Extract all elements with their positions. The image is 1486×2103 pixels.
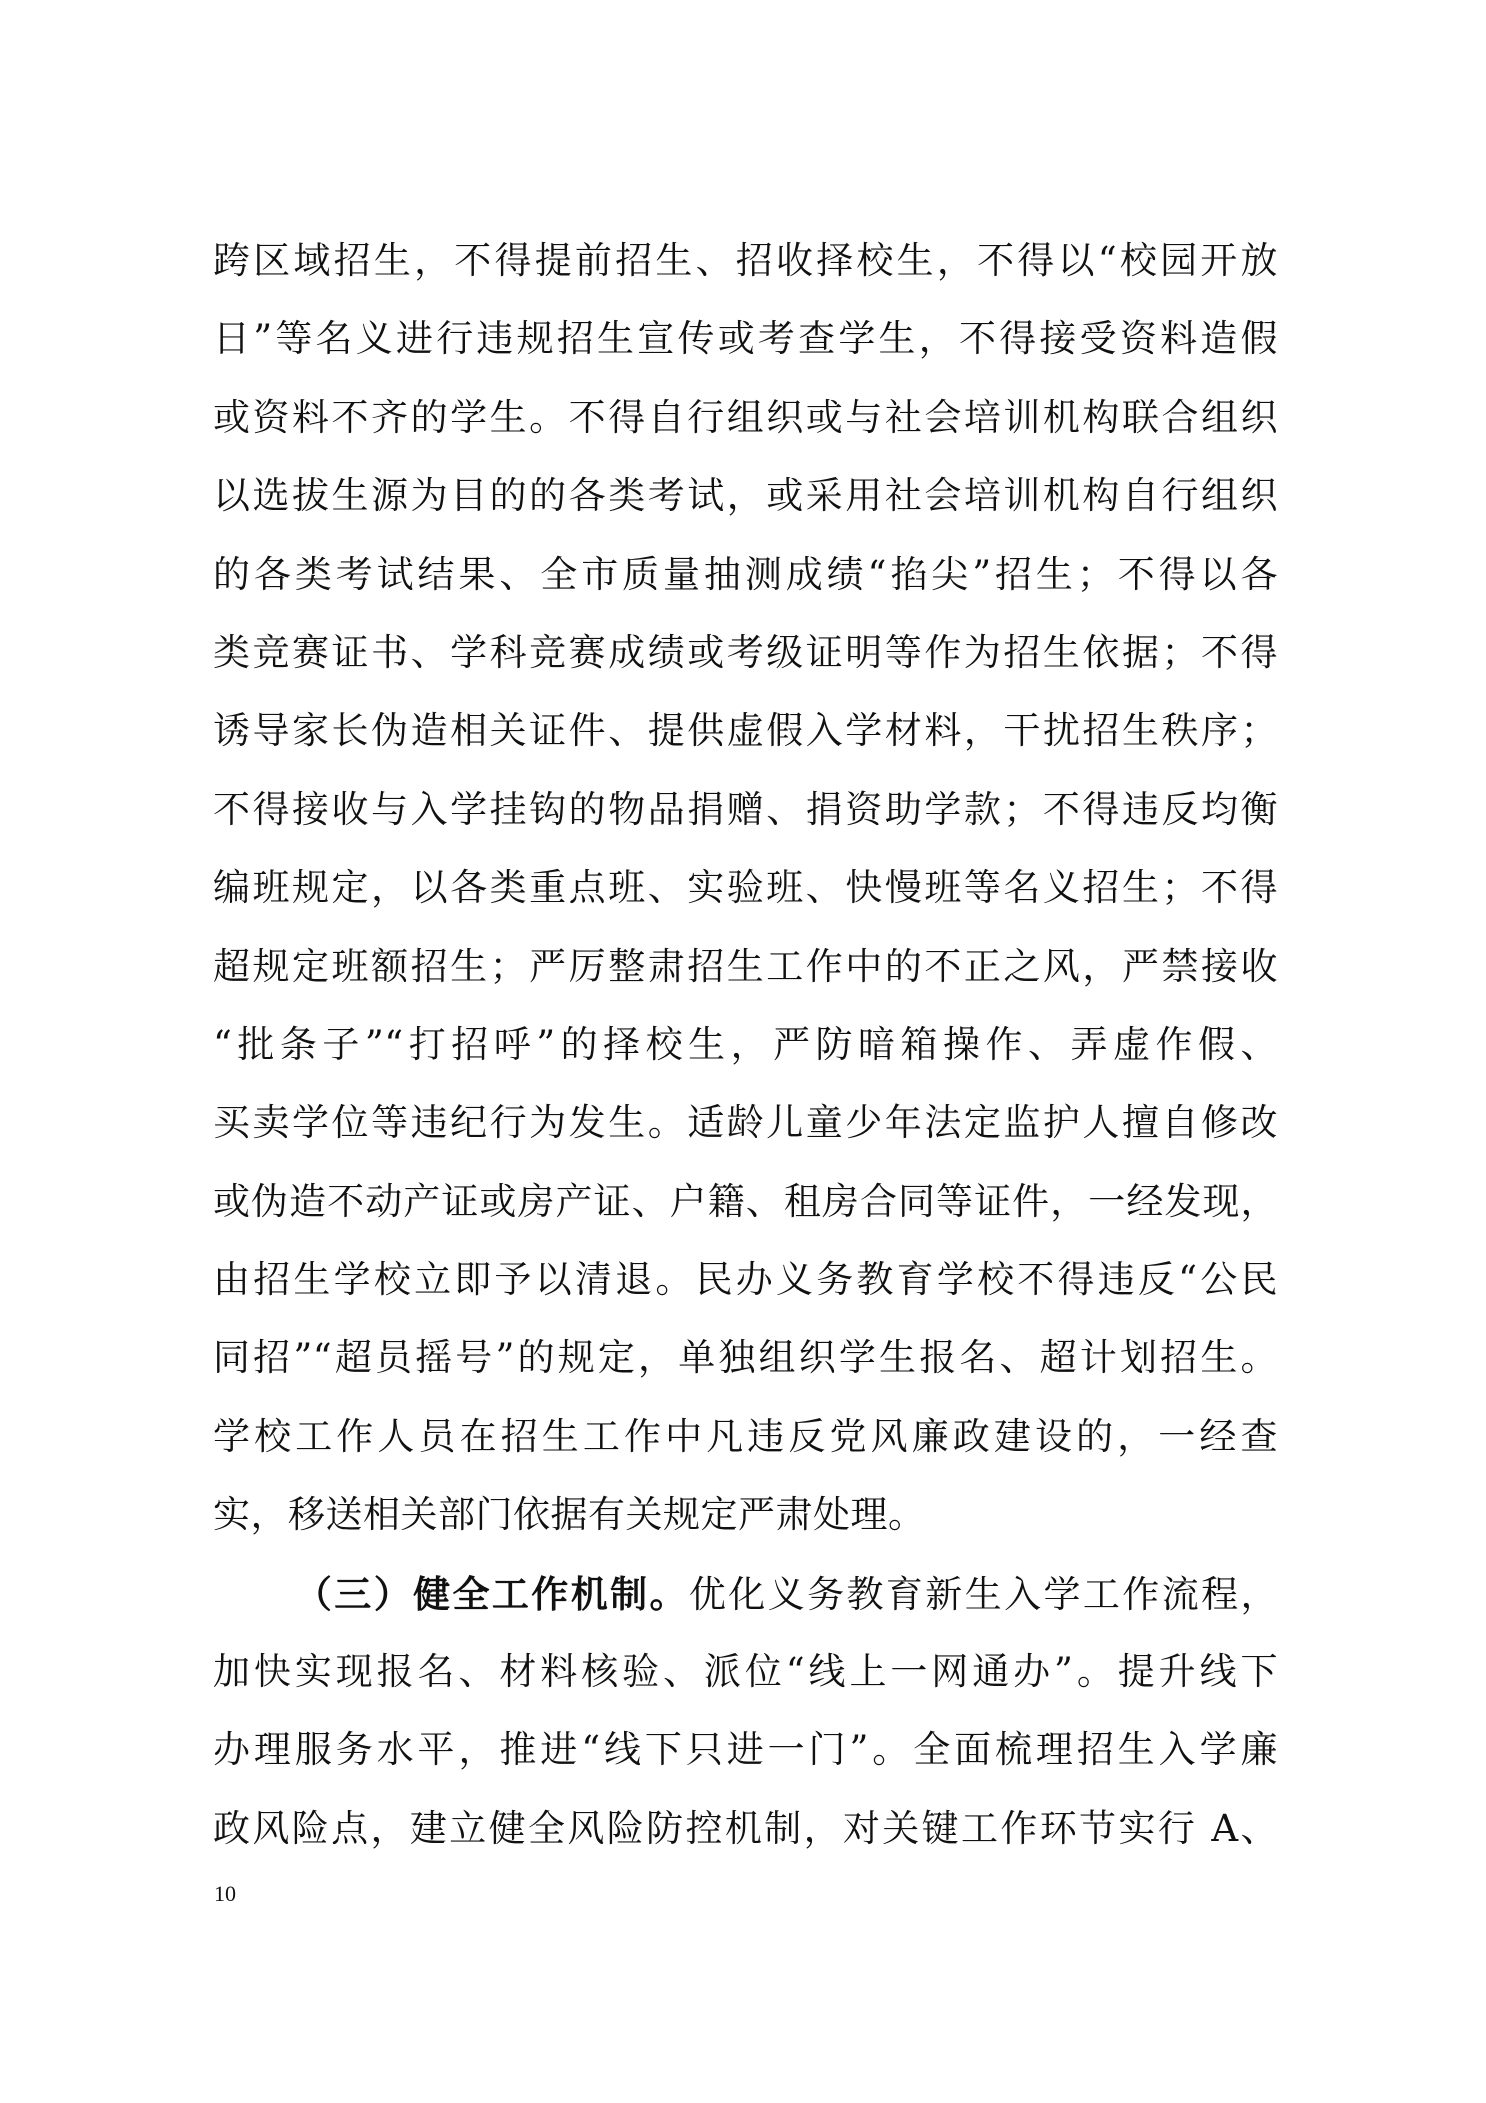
section-heading: （三）健全工作机制。: [293, 1571, 689, 1616]
text-line: 学校工作人员在招生工作中凡违反党风廉政建设的，一经查: [213, 1414, 1278, 1458]
text-line: 政风险点，建立健全风险防控机制，对关键工作环节实行 A、: [213, 1806, 1278, 1850]
text-line: 实，移送相关部门依据有关规定严肃处理。: [213, 1493, 926, 1537]
text-line: 不得接收与入学挂钩的物品捐赠、捐资助学款；不得违反均衡: [213, 787, 1278, 831]
page-number: 10: [214, 1881, 236, 1906]
text-line: 由招生学校立即予以清退。民办义务教育学校不得违反“公民: [213, 1258, 1278, 1302]
text-line: 同招”“超员摇号”的规定，单独组织学生报名、超计划招生。: [213, 1336, 1278, 1380]
text-line: 或资料不齐的学生。不得自行组织或与社会培训机构联合组织: [213, 395, 1278, 439]
text-line: 类竞赛证书、学科竞赛成绩或考级证明等作为招生依据；不得: [213, 630, 1278, 674]
body-text: [213, 222, 1278, 1868]
section-first-line-text: 优化义务教育新生入学工作流程，: [688, 1572, 1278, 1616]
section-first-line: [213, 1555, 1278, 1633]
text-line: 以选拔生源为目的的各类考试，或采用社会培训机构自行组织: [213, 474, 1278, 518]
text-line: 诱导家长伪造相关证件、提供虚假入学材料，干扰招生秩序；: [213, 709, 1278, 753]
text-line: 办理服务水平，推进“线下只进一门”。全面梳理招生入学廉: [213, 1728, 1278, 1772]
text-line: 买卖学位等违纪行为发生。适龄儿童少年法定监护人擅自修改: [213, 1101, 1278, 1145]
text-line: “批条子”“打招呼”的择校生，严防暗箱操作、弄虚作假、: [213, 1022, 1278, 1066]
text-line: 日”等名义进行违规招生宣传或考查学生，不得接受资料造假: [213, 317, 1278, 361]
text-line: 加快实现报名、材料核验、派位“线上一网通办”。提升线下: [213, 1650, 1278, 1694]
text-line: 或伪造不动产证或房产证、户籍、租房合同等证件，一经发现，: [213, 1179, 1278, 1223]
text-line: 跨区域招生，不得提前招生、招收择校生，不得以“校园开放: [213, 239, 1278, 282]
text-line: 超规定班额招生；严厉整肃招生工作中的不正之风，严禁接收: [213, 944, 1278, 988]
text-line: 编班规定，以各类重点班、实验班、快慢班等名义招生；不得: [213, 866, 1278, 910]
text-line: 的各类考试结果、全市质量抽测成绩“掐尖”招生；不得以各: [213, 552, 1278, 596]
